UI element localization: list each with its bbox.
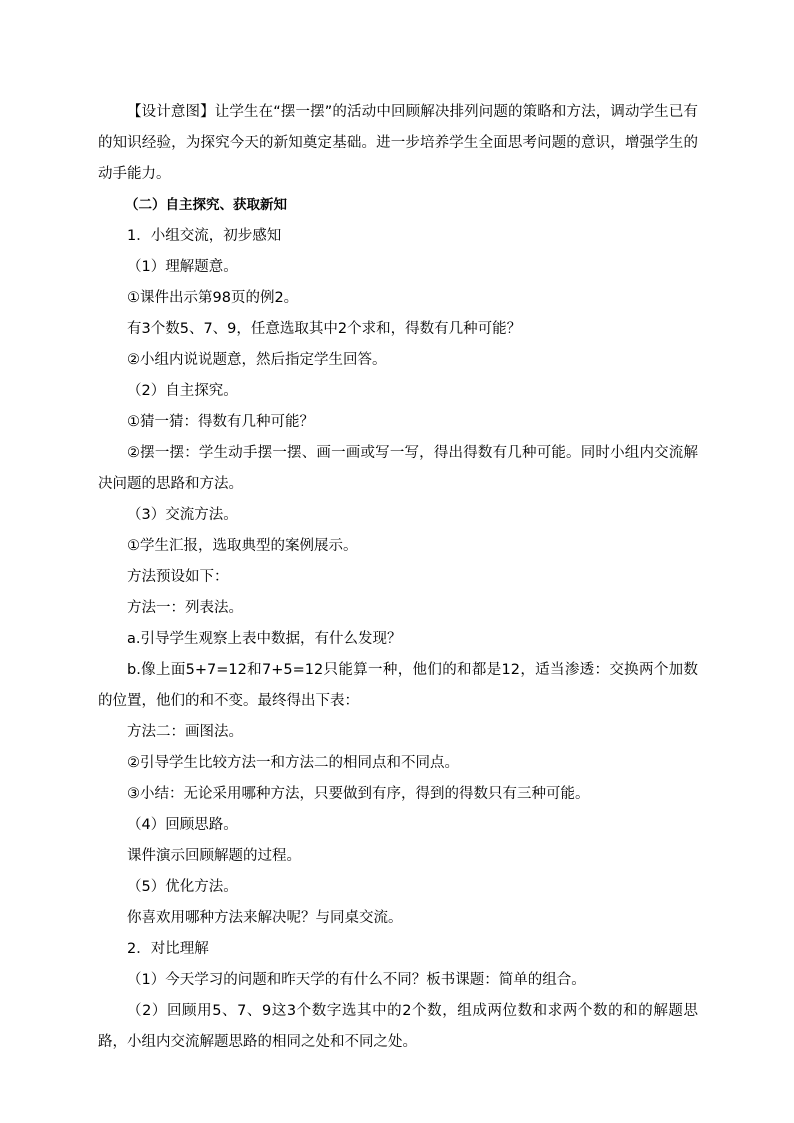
- paragraph-method-two: 方法二：画图法。: [127, 724, 243, 740]
- paragraph-commutative: b.像上面5+7=12和7+5=12只能算一种，他们的和都是12，适当渗透：交换两个加数的位置，他们的和不变。最终得出下表：: [98, 662, 698, 709]
- paragraph-preference: 你喜欢用哪种方法来解决呢？与同桌交流。: [127, 910, 403, 926]
- paragraph-problem-statement: 有3个数5、7、9，任意选取其中2个求和，得数有几种可能？: [127, 321, 522, 337]
- paragraph-self-explore: （2）自主探究。: [127, 383, 238, 399]
- paragraph-review-approach: （4）回顾思路。: [127, 817, 238, 833]
- paragraph-contrast: 2．对比理解: [127, 941, 209, 957]
- paragraph-difference: （1）今天学习的问题和昨天学的有什么不同？板书课题：简单的组合。: [127, 972, 586, 988]
- paragraph-exchange-methods: （3）交流方法。: [127, 507, 238, 523]
- paragraph-method-preset: 方法预设如下：: [127, 569, 229, 585]
- paragraph-summary: ③小结：无论采用哪种方法，只要做到有序，得到的得数只有三种可能。: [127, 786, 590, 802]
- paragraph-guess: ①猜一猜：得数有几种可能？: [127, 414, 314, 430]
- paragraph-arrange: ②摆一摆：学生动手摆一摆、画一画或写一写，得出得数有几种可能。同时小组内交流解决问题的思路和方法。: [98, 445, 698, 492]
- paragraph-observe-table: a.引导学生观察上表中数据，有什么发现？: [127, 631, 402, 647]
- paragraph-design-intent: 【设计意图】让学生在“摆一摆”的活动中回顾解决排列问题的策略和方法，调动学生已有的知识经验，为探究今天的新知奠定基础。进一步培养学生全面思考问题的意识，增强学生的动手能力。: [98, 104, 698, 182]
- paragraph-student-report: ①学生汇报，选取典型的案例展示。: [127, 538, 358, 554]
- paragraph-understand-question: （1）理解题意。: [127, 259, 238, 275]
- paragraph-compare-methods: ②引导学生比较方法一和方法二的相同点和不同点。: [127, 755, 459, 771]
- paragraph-review-compare: （2）回顾用5、7、9这3个数字选其中的2个数，组成两位数和求两个数的和的解题思路，小组内交流解题思路的相同之处和不同之处。: [98, 1003, 698, 1050]
- paragraph-courseware-demo: 课件演示回顾解题的过程。: [127, 848, 301, 864]
- paragraph-show-example: ①课件出示第98页的例2。: [127, 290, 299, 306]
- paragraph-optimize-method: （5）优化方法。: [127, 879, 238, 895]
- paragraph-discuss-meaning: ②小组内说说题意，然后指定学生回答。: [127, 352, 387, 368]
- section-heading-explore: （二）自主探究、获取新知: [125, 197, 287, 213]
- paragraph-group-exchange: 1．小组交流，初步感知: [127, 228, 282, 244]
- paragraph-method-one: 方法一：列表法。: [127, 600, 243, 616]
